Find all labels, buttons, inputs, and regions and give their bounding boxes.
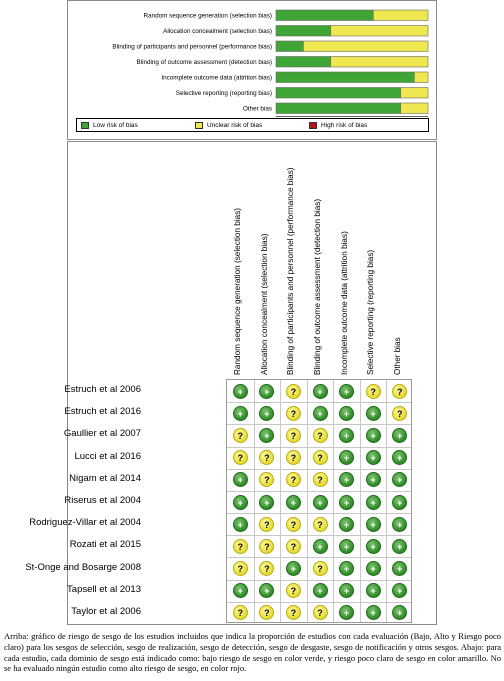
bar-segment-low: [276, 10, 373, 21]
unclear-risk-icon: ?: [313, 605, 328, 620]
grid-line-horizontal: [227, 535, 411, 536]
grid-line-vertical: [280, 380, 281, 622]
low-risk-icon: +: [366, 605, 381, 620]
low-risk-icon: +: [339, 539, 354, 554]
grid-line-vertical: [360, 380, 361, 622]
bar-segment-low: [276, 88, 401, 99]
unclear-risk-icon: ?: [259, 605, 274, 620]
low-risk-icon: +: [366, 406, 381, 421]
unclear-risk-icon: ?: [233, 561, 248, 576]
study-name: Rozati et al 2015: [69, 539, 141, 551]
low-risk-icon: +: [233, 384, 248, 399]
low-risk-icon: +: [366, 428, 381, 443]
low-risk-icon: +: [339, 605, 354, 620]
study-name: Rodriguez-Villar et al 2004: [29, 517, 141, 529]
legend-swatch-unclear: [195, 122, 203, 129]
grid-line-vertical: [254, 380, 255, 622]
unclear-risk-icon: ?: [259, 517, 274, 532]
low-risk-icon: +: [339, 384, 354, 399]
study-name: Lucci et al 2016: [74, 450, 141, 462]
bar-segment-unclear: [401, 88, 428, 99]
low-risk-icon: +: [339, 472, 354, 487]
unclear-risk-icon: ?: [366, 384, 381, 399]
grid-line-horizontal: [227, 580, 411, 581]
low-risk-icon: +: [339, 406, 354, 421]
legend-swatch-high: [309, 122, 317, 129]
bar-segment-unclear: [414, 72, 428, 83]
low-risk-icon: +: [366, 561, 381, 576]
bar-segment-low: [276, 72, 414, 83]
low-risk-icon: +: [366, 583, 381, 598]
column-header: Random sequence generation (selection bias): [233, 207, 243, 375]
low-risk-icon: +: [339, 428, 354, 443]
grid-line-horizontal: [227, 402, 411, 403]
unclear-risk-icon: ?: [286, 583, 301, 598]
bar-segment-unclear: [331, 26, 428, 37]
grid-line-horizontal: [227, 513, 411, 514]
unclear-risk-icon: ?: [233, 605, 248, 620]
low-risk-icon: +: [366, 539, 381, 554]
low-risk-icon: +: [286, 495, 301, 510]
unclear-risk-icon: ?: [286, 384, 301, 399]
grid-line-vertical: [307, 380, 308, 622]
grid-line-horizontal: [227, 557, 411, 558]
grid-line-vertical: [386, 380, 387, 622]
study-name: St-Onge and Bosarge 2008: [25, 561, 141, 573]
column-header: Incomplete outcome data (attrition bias): [339, 231, 349, 375]
low-risk-icon: +: [392, 428, 407, 443]
low-risk-icon: +: [339, 517, 354, 532]
bar-segment-unclear: [303, 41, 428, 52]
low-risk-icon: +: [392, 517, 407, 532]
unclear-risk-icon: ?: [286, 472, 301, 487]
risk-of-bias-graph: [67, 0, 437, 140]
column-header: Other bias: [392, 337, 402, 375]
unclear-risk-icon: ?: [313, 561, 328, 576]
study-name: Estruch et al 2016: [64, 406, 141, 418]
study-name: Riserus et al 2004: [64, 495, 141, 506]
low-risk-icon: +: [392, 495, 407, 510]
low-risk-icon: +: [392, 561, 407, 576]
bar-category-label: Other bias: [242, 105, 272, 113]
low-risk-icon: +: [339, 450, 354, 465]
unclear-risk-icon: ?: [286, 450, 301, 465]
unclear-risk-icon: ?: [286, 605, 301, 620]
risk-of-bias-summary: [25, 141, 437, 625]
bar-segment-unclear: [401, 103, 428, 114]
low-risk-icon: +: [313, 384, 328, 399]
grid-line-horizontal: [227, 602, 411, 603]
unclear-risk-icon: ?: [259, 450, 274, 465]
unclear-risk-icon: ?: [392, 384, 407, 399]
low-risk-icon: +: [366, 517, 381, 532]
low-risk-icon: +: [366, 495, 381, 510]
unclear-risk-icon: ?: [313, 428, 328, 443]
figure-caption: Arriba: gráfico de riesgo de sesgo de los estudios incluidos que indica la proporción de estudios con cada evaluación (Bajo, Alto y Riesgo poco claro) para los sesgos de selección, sesgo de realización, sesgo de detección, sesgo de desgaste, sesgo de notificación y otros sesgos. Abajo: para cada estudio, cada dominio de sesgo está indicado como: bajo riesgo de sesgo en color verde, y riesgo poco claro de sesgo en color amarillo. No se ha evaluado ningún estudio como alto riesgo de sesgo, en color rojo.: [4, 631, 501, 674]
legend-label-low: Low risk of bias: [93, 122, 138, 129]
low-risk-icon: +: [339, 583, 354, 598]
bar-category-label: Random sequence generation (selection bias): [143, 12, 272, 20]
bar-category-label: Selective reporting (reporting bias): [175, 89, 272, 97]
unclear-risk-icon: ?: [233, 450, 248, 465]
low-risk-icon: +: [233, 517, 248, 532]
unclear-risk-icon: ?: [233, 539, 248, 554]
low-risk-icon: +: [233, 495, 248, 510]
low-risk-icon: +: [233, 583, 248, 598]
low-risk-icon: +: [392, 450, 407, 465]
bar-category-label: Allocation concealment (selection bias): [163, 27, 272, 35]
low-risk-icon: +: [259, 495, 274, 510]
bar-segment-low: [276, 26, 331, 37]
unclear-risk-icon: ?: [313, 450, 328, 465]
unclear-risk-icon: ?: [259, 561, 274, 576]
low-risk-icon: +: [392, 605, 407, 620]
legend-swatch-low: [81, 122, 89, 129]
grid-line-vertical: [333, 380, 334, 622]
bar-category-label: Incomplete outcome data (attrition bias): [161, 74, 272, 82]
grid-line-horizontal: [227, 491, 411, 492]
rating-grid: [226, 379, 412, 623]
unclear-risk-icon: ?: [313, 472, 328, 487]
unclear-risk-icon: ?: [392, 406, 407, 421]
study-name: Estruch et al 2006: [64, 384, 141, 396]
low-risk-icon: +: [259, 428, 274, 443]
column-header: Selective reporting (reporting bias): [366, 249, 376, 375]
unclear-risk-icon: ?: [313, 517, 328, 532]
column-header: Allocation concealment (selection bias): [259, 233, 269, 375]
column-header: Blinding of participants and personnel (performance bias): [286, 167, 296, 375]
low-risk-icon: +: [313, 583, 328, 598]
grid-line-horizontal: [227, 469, 411, 470]
grid-line-horizontal: [227, 424, 411, 425]
low-risk-icon: +: [259, 583, 274, 598]
low-risk-icon: +: [259, 384, 274, 399]
bar-segment-low: [276, 57, 331, 68]
low-risk-icon: +: [339, 495, 354, 510]
low-risk-icon: +: [366, 450, 381, 465]
study-name: Nigam et al 2014: [69, 472, 141, 484]
legend-label-high: High risk of bias: [321, 122, 368, 129]
unclear-risk-icon: ?: [233, 428, 248, 443]
bar-category-label: Blinding of participants and personnel (performance bias): [112, 43, 272, 51]
low-risk-icon: +: [392, 583, 407, 598]
low-risk-icon: +: [313, 495, 328, 510]
low-risk-icon: +: [233, 472, 248, 487]
low-risk-icon: +: [286, 561, 301, 576]
unclear-risk-icon: ?: [286, 406, 301, 421]
low-risk-icon: +: [259, 406, 274, 421]
study-name: Gaullier et al 2007: [63, 428, 141, 440]
low-risk-icon: +: [313, 406, 328, 421]
low-risk-icon: +: [339, 561, 354, 576]
unclear-risk-icon: ?: [259, 472, 274, 487]
low-risk-icon: +: [392, 539, 407, 554]
low-risk-icon: +: [233, 406, 248, 421]
study-name: Tapsell et al 2013: [67, 583, 141, 595]
unclear-risk-icon: ?: [259, 539, 274, 554]
study-name: Taylor et al 2006: [71, 605, 141, 617]
grid-line-horizontal: [227, 447, 411, 448]
legend-label-unclear: Unclear risk of bias: [207, 122, 263, 129]
column-header: Blinding of outcome assessment (detection bias): [313, 198, 322, 375]
unclear-risk-icon: ?: [286, 517, 301, 532]
low-risk-icon: +: [392, 472, 407, 487]
chart-legend: [76, 118, 429, 132]
bar-segment-low: [276, 41, 303, 52]
bar-segment-unclear: [373, 10, 428, 21]
low-risk-icon: +: [366, 472, 381, 487]
low-risk-icon: +: [313, 539, 328, 554]
risk-of-bias-bar-chart: [68, 1, 438, 117]
bar-category-label: Blinding of outcome assessment (detection bias): [136, 58, 272, 66]
unclear-risk-icon: ?: [286, 428, 301, 443]
unclear-risk-icon: ?: [286, 539, 301, 554]
bar-segment-unclear: [331, 57, 428, 68]
bar-segment-low: [276, 103, 401, 114]
